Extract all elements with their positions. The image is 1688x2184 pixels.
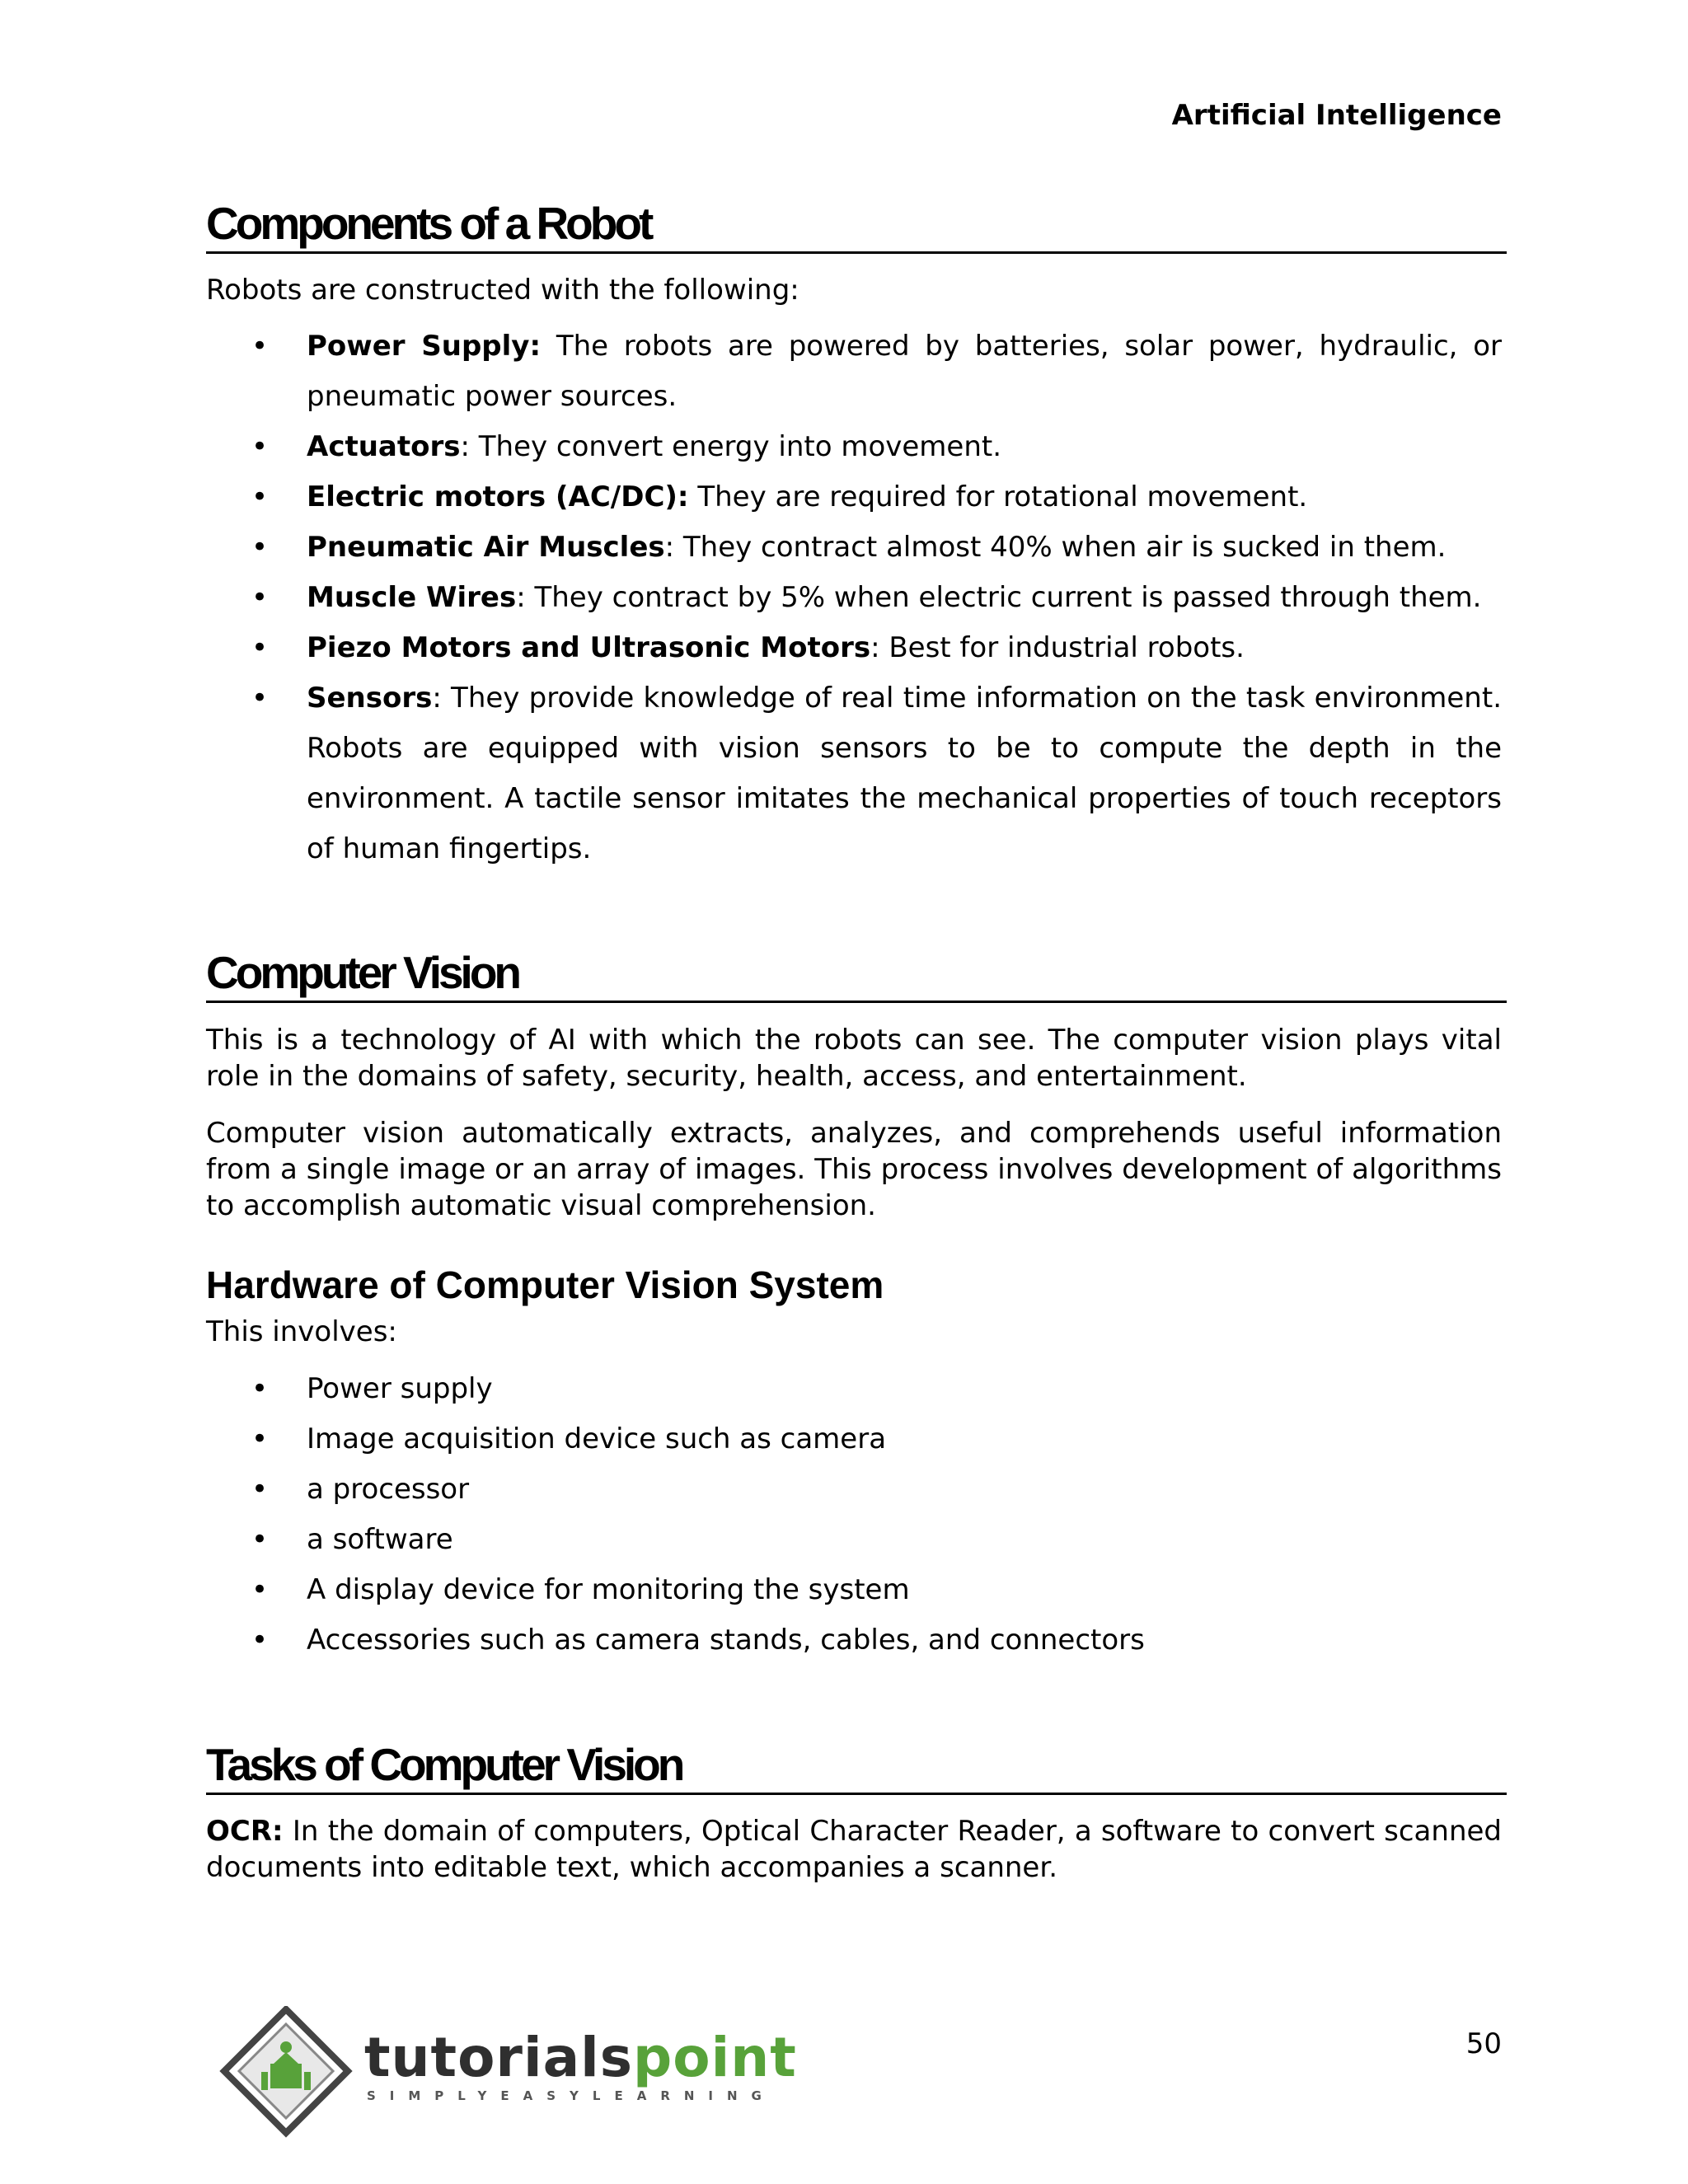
list-item: • Image acquisition device such as camera [206,1414,1502,1465]
vision-paragraph-2: Computer vision automatically extracts, analyzes, and comprehends useful information from a single image or an array of images. This process involves development of algorithms to accomplish automatic visual comprehension. [206,1117,1502,1222]
components-intro: Robots are constructed with the following: [206,274,799,307]
components-list [206,321,1502,874]
heading-hardware: Hardware of Computer Vision System [206,1263,884,1306]
bullet-icon: • [251,480,269,513]
vision-paragraph-1: This is a technology of AI with which the robots can see. The computer vision plays vital role in the domains of safety, security, health, access, and entertainment. [206,1024,1502,1093]
logo-tagline: SIMPLYEASYLEARNING [367,2088,776,2103]
list-item: • A display device for monitoring the system [206,1565,1502,1615]
running-header: Artificial Intelligence [1171,99,1502,132]
bullet-icon: • [251,1473,269,1506]
tutorialspoint-logo [216,2006,797,2138]
logo-wordmark: tutorialspoint [364,2026,797,2089]
bullet-icon: • [251,1422,269,1455]
bullet-icon: • [251,581,269,614]
list-item: • Muscle Wires: They contract by 5% when electric current is passed through them. [206,573,1502,623]
hardware-list [206,1364,1502,1666]
ocr-term: OCR: [206,1815,284,1848]
bullet-icon: • [251,631,269,664]
heading-components-of-a-robot: Components of a Robot [206,201,1507,254]
list-item: • Power Supply: The robots are powered by batteries, solar power, hydraulic, or pneumatic power sources. [206,321,1502,422]
bullet-icon: • [251,1523,269,1556]
heading-computer-vision: Computer Vision [206,950,1507,1003]
ocr-text: In the domain of computers, Optical Character Reader, a software to convert scanned documents into editable text, which accompanies a scanner. [206,1815,1502,1884]
heading-tasks-of-computer-vision: Tasks of Computer Vision [206,1742,1507,1795]
ocr-paragraph [206,1813,1502,1886]
list-item: • Actuators: They convert energy into movement. [206,422,1502,472]
bullet-icon: • [251,430,269,463]
logo-diamond-icon [216,2006,356,2138]
bullet-icon: • [251,1573,269,1606]
bullet-icon: • [251,531,269,564]
list-item: • Accessories such as camera stands, cables, and connectors [206,1615,1502,1666]
list-item: • Electric motors (AC/DC): They are required for rotational movement. [206,472,1502,523]
bullet-icon: • [251,1624,269,1657]
list-item: • a processor [206,1465,1502,1515]
list-item: • Pneumatic Air Muscles: They contract almost 40% when air is sucked in them. [206,523,1502,573]
list-item: • a software [206,1515,1502,1565]
list-item: • Piezo Motors and Ultrasonic Motors: Best for industrial robots. [206,623,1502,673]
bullet-icon: • [251,330,269,363]
hardware-intro: This involves: [206,1315,397,1348]
bullet-icon: • [251,682,269,715]
page-number: 50 [1465,2027,1502,2060]
bullet-icon: • [251,1372,269,1405]
list-item: • Sensors: They provide knowledge of real time information on the task environment. Robots are equipped with vision sensors to be to compute the depth in the environment. A tactile sensor imitates the mechanical properties of touch receptors of human fingertips. [206,673,1502,874]
list-item: • Power supply [206,1364,1502,1414]
